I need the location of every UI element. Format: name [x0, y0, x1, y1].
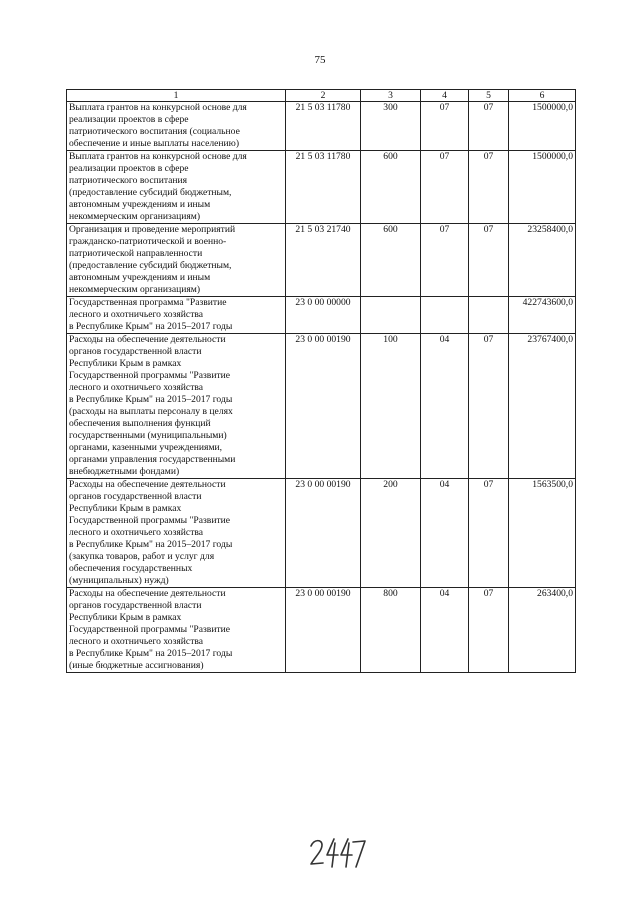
table-row: [67, 479, 576, 588]
subsection-code: 07: [469, 102, 509, 151]
column-header: 3: [361, 90, 421, 102]
column-header: 5: [469, 90, 509, 102]
program-code: 21 5 03 21740: [286, 224, 361, 297]
section-code: 07: [421, 151, 469, 224]
expense-type-code: 600: [361, 224, 421, 297]
digit-4-stroke: [327, 839, 338, 867]
table-row: [67, 102, 576, 151]
section-code: [421, 297, 469, 334]
subsection-code: 07: [469, 588, 509, 673]
program-code: 21 5 03 11780: [286, 102, 361, 151]
subsection-code: [469, 297, 509, 334]
table-row: [67, 297, 576, 334]
program-code: 23 0 00 00190: [286, 334, 361, 479]
digit-2-stroke: [311, 841, 323, 864]
section-code: 07: [421, 224, 469, 297]
section-code: 07: [421, 102, 469, 151]
amount: 1500000,0: [509, 151, 576, 224]
expense-name: Расходы на обеспечение деятельности органов государственной власти Республики Крым в рамках Государственной программы "Развитие лесного и охотничьего хозяйства в Республике Крым" на 2015–2017 годы (иные бюджетные ассигнования): [67, 588, 286, 673]
section-code: 04: [421, 479, 469, 588]
amount: 1500000,0: [509, 102, 576, 151]
program-code: 21 5 03 11780: [286, 151, 361, 224]
expense-name: Расходы на обеспечение деятельности органов государственной власти Республики Крым в рамках Государственной программы "Развитие лесного и охотничьего хозяйства в Республике Крым" на 2015–2017 годы (расходы на выплаты персоналу в целях обеспечения выполнения функций государственными (муниципальными) органами, казенными учреждениями, органами управления государственными внебюджетными фондами): [67, 334, 286, 479]
table-header-row: [67, 90, 576, 102]
table-row: [67, 334, 576, 479]
section-code: 04: [421, 334, 469, 479]
amount: 23767400,0: [509, 334, 576, 479]
expense-type-code: 600: [361, 151, 421, 224]
amount: 1563500,0: [509, 479, 576, 588]
amount: 422743600,0: [509, 297, 576, 334]
column-header: 2: [286, 90, 361, 102]
expense-name: Выплата грантов на конкурсной основе для реализации проектов в сфере патриотического воспитания (социальное обеспечение и иные выплаты населению): [67, 102, 286, 151]
amount: 263400,0: [509, 588, 576, 673]
program-code: 23 0 00 00000: [286, 297, 361, 334]
program-code: 23 0 00 00190: [286, 588, 361, 673]
table-row: [67, 588, 576, 673]
expense-type-code: 300: [361, 102, 421, 151]
subsection-code: 07: [469, 151, 509, 224]
table-row: [67, 224, 576, 297]
page-number: 75: [314, 54, 326, 66]
digit-7-stroke: [353, 841, 365, 867]
amount: 23258400,0: [509, 224, 576, 297]
expense-type-code: 200: [361, 479, 421, 588]
subsection-code: 07: [469, 224, 509, 297]
table-row: [67, 151, 576, 224]
column-header: 4: [421, 90, 469, 102]
handwritten-page-number: [307, 833, 367, 873]
expense-type-code: [361, 297, 421, 334]
expense-type-code: 800: [361, 588, 421, 673]
expense-type-code: 100: [361, 334, 421, 479]
section-code: 04: [421, 588, 469, 673]
expense-name: Выплата грантов на конкурсной основе для реализации проектов в сфере патриотического воспитания (предоставление субсидий бюджетным, автономным учреждениям и иным некоммерческим организациям): [67, 151, 286, 224]
column-header: 1: [67, 90, 286, 102]
expense-name: Организация и проведение мероприятий гражданско-патриотической и военно- патриотической направленности (предоставление субсидий бюджетным, автономным учреждениям и иным некоммерческим организациям): [67, 224, 286, 297]
expense-name: Государственная программа "Развитие лесного и охотничьего хозяйства в Республике Крым" на 2015–2017 годы: [67, 297, 286, 334]
subsection-code: 07: [469, 479, 509, 588]
subsection-code: 07: [469, 334, 509, 479]
budget-table: [66, 89, 576, 673]
digit-4b-stroke: [341, 839, 352, 867]
program-code: 23 0 00 00190: [286, 479, 361, 588]
column-header: 6: [509, 90, 576, 102]
expense-name: Расходы на обеспечение деятельности органов государственной власти Республики Крым в рамках Государственной программы "Развитие лесного и охотничьего хозяйства в Республике Крым" на 2015–2017 годы (закупка товаров, работ и услуг для обеспечения государственных (муниципальных) нужд): [67, 479, 286, 588]
